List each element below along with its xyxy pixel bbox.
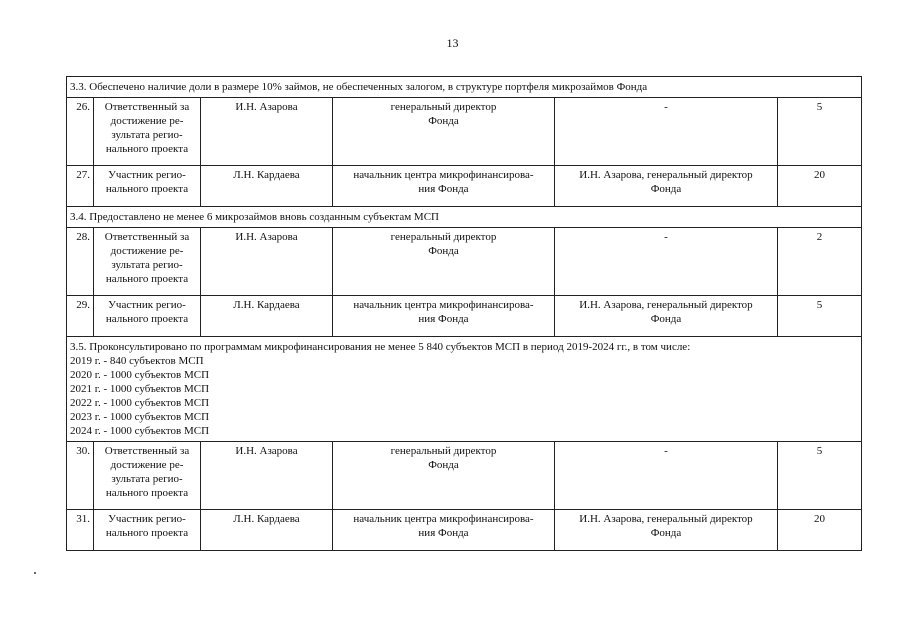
role-cell: [94, 228, 201, 296]
section-title: [67, 337, 862, 442]
role-line: нального проекта: [105, 183, 189, 195]
position-line: генеральный директор: [390, 445, 497, 457]
role-line: Участник регио-: [108, 169, 186, 181]
employment-value: 5: [778, 98, 862, 166]
section-title-line: 2023 г. - 1000 субъектов МСП: [70, 411, 210, 423]
role-line: нального проекта: [105, 273, 189, 285]
position-line: генеральный директор: [390, 231, 497, 243]
person-name: И.Н. Азарова: [201, 228, 333, 296]
supervisor-cell: [555, 228, 778, 296]
supervisor-line: И.Н. Азарова, генеральный директор: [579, 169, 753, 181]
table-row: [67, 98, 862, 166]
row-number: 29.: [67, 296, 94, 337]
employment-value: 20: [778, 510, 862, 551]
role-line: нального проекта: [105, 527, 189, 539]
position-cell: [333, 296, 555, 337]
supervisor-cell: [555, 166, 778, 207]
table-row: [67, 296, 862, 337]
employment-value: 5: [778, 442, 862, 510]
section-title-line: 2024 г. - 1000 субъектов МСП: [70, 425, 210, 437]
role-line: зультата регио-: [111, 473, 183, 485]
position-line: генеральный директор: [390, 101, 497, 113]
employment-value: 20: [778, 166, 862, 207]
position-line: ния Фонда: [418, 183, 469, 195]
table-row: [67, 166, 862, 207]
role-line: Участник регио-: [108, 513, 186, 525]
role-line: достижение ре-: [110, 459, 184, 471]
position-line: ния Фонда: [418, 527, 469, 539]
position-line: Фонда: [428, 245, 459, 257]
section-title-line: 3.4. Предоставлено не менее 6 микрозаймов вновь созданным субъектам МСП: [70, 211, 439, 223]
position-line: ния Фонда: [418, 313, 469, 325]
table-row: [67, 510, 862, 551]
role-cell: [94, 296, 201, 337]
role-line: Ответственный за: [104, 231, 190, 243]
supervisor-cell: [555, 442, 778, 510]
employment-value: 2: [778, 228, 862, 296]
supervisor-line: Фонда: [650, 527, 682, 539]
person-name: И.Н. Азарова: [201, 98, 333, 166]
position-cell: [333, 442, 555, 510]
section-title: [67, 207, 862, 228]
supervisor-cell: [555, 510, 778, 551]
role-line: Ответственный за: [104, 101, 190, 113]
supervisor-cell: [555, 98, 778, 166]
role-line: зультата регио-: [111, 259, 183, 271]
person-name: И.Н. Азарова: [201, 442, 333, 510]
role-line: нального проекта: [105, 487, 189, 499]
position-line: Фонда: [428, 459, 459, 471]
section-title-line: 3.3. Обеспечено наличие доли в размере 10% займов, не обеспеченных залогом, в структуре портфеля микрозаймов Фонда: [70, 81, 648, 93]
role-cell: [94, 442, 201, 510]
supervisor-line: И.Н. Азарова, генеральный директор: [579, 513, 753, 525]
project-participants-table: [66, 76, 862, 551]
supervisor-line: -: [664, 101, 668, 113]
supervisor-line: Фонда: [650, 313, 682, 325]
role-line: Ответственный за: [104, 445, 190, 457]
row-number: 27.: [67, 166, 94, 207]
position-line: Фонда: [428, 115, 459, 127]
table-row: [67, 442, 862, 510]
position-line: начальник центра микрофинансирова-: [353, 299, 534, 311]
role-cell: [94, 510, 201, 551]
section-header-row: [67, 207, 862, 228]
section-title-line: 2021 г. - 1000 субъектов МСП: [70, 383, 210, 395]
role-line: Участник регио-: [108, 299, 186, 311]
role-line: нального проекта: [105, 143, 189, 155]
person-name: Л.Н. Кардаева: [201, 296, 333, 337]
role-line: зультата регио-: [111, 129, 183, 141]
role-line: достижение ре-: [110, 245, 184, 257]
row-number: 28.: [67, 228, 94, 296]
position-line: начальник центра микрофинансирова-: [353, 169, 534, 181]
role-line: нального проекта: [105, 313, 189, 325]
person-name: Л.Н. Кардаева: [201, 166, 333, 207]
employment-value: 5: [778, 296, 862, 337]
section-header-row: [67, 77, 862, 98]
row-number: 30.: [67, 442, 94, 510]
supervisor-line: -: [664, 231, 668, 243]
position-cell: [333, 166, 555, 207]
table-row: [67, 228, 862, 296]
supervisor-line: Фонда: [650, 183, 682, 195]
section-header-row: [67, 337, 862, 442]
supervisor-cell: [555, 296, 778, 337]
position-cell: [333, 98, 555, 166]
position-cell: [333, 510, 555, 551]
scan-speck: [34, 572, 36, 574]
section-title-line: 2020 г. - 1000 субъектов МСП: [70, 369, 210, 381]
person-name: Л.Н. Кардаева: [201, 510, 333, 551]
section-title-line: 2019 г. - 840 субъектов МСП: [70, 355, 204, 367]
row-number: 26.: [67, 98, 94, 166]
supervisor-line: И.Н. Азарова, генеральный директор: [579, 299, 753, 311]
supervisor-line: -: [664, 445, 668, 457]
position-line: начальник центра микрофинансирова-: [353, 513, 534, 525]
role-line: достижение ре-: [110, 115, 184, 127]
row-number: 31.: [67, 510, 94, 551]
section-title-line: 3.5. Проконсультировано по программам микрофинансирования не менее 5 840 субъектов МСП в период 2019-2024 гг., в том числе:: [70, 341, 691, 353]
page-number: 13: [446, 36, 459, 50]
position-cell: [333, 228, 555, 296]
section-title: [67, 77, 862, 98]
section-title-line: 2022 г. - 1000 субъектов МСП: [70, 397, 210, 409]
role-cell: [94, 166, 201, 207]
role-cell: [94, 98, 201, 166]
